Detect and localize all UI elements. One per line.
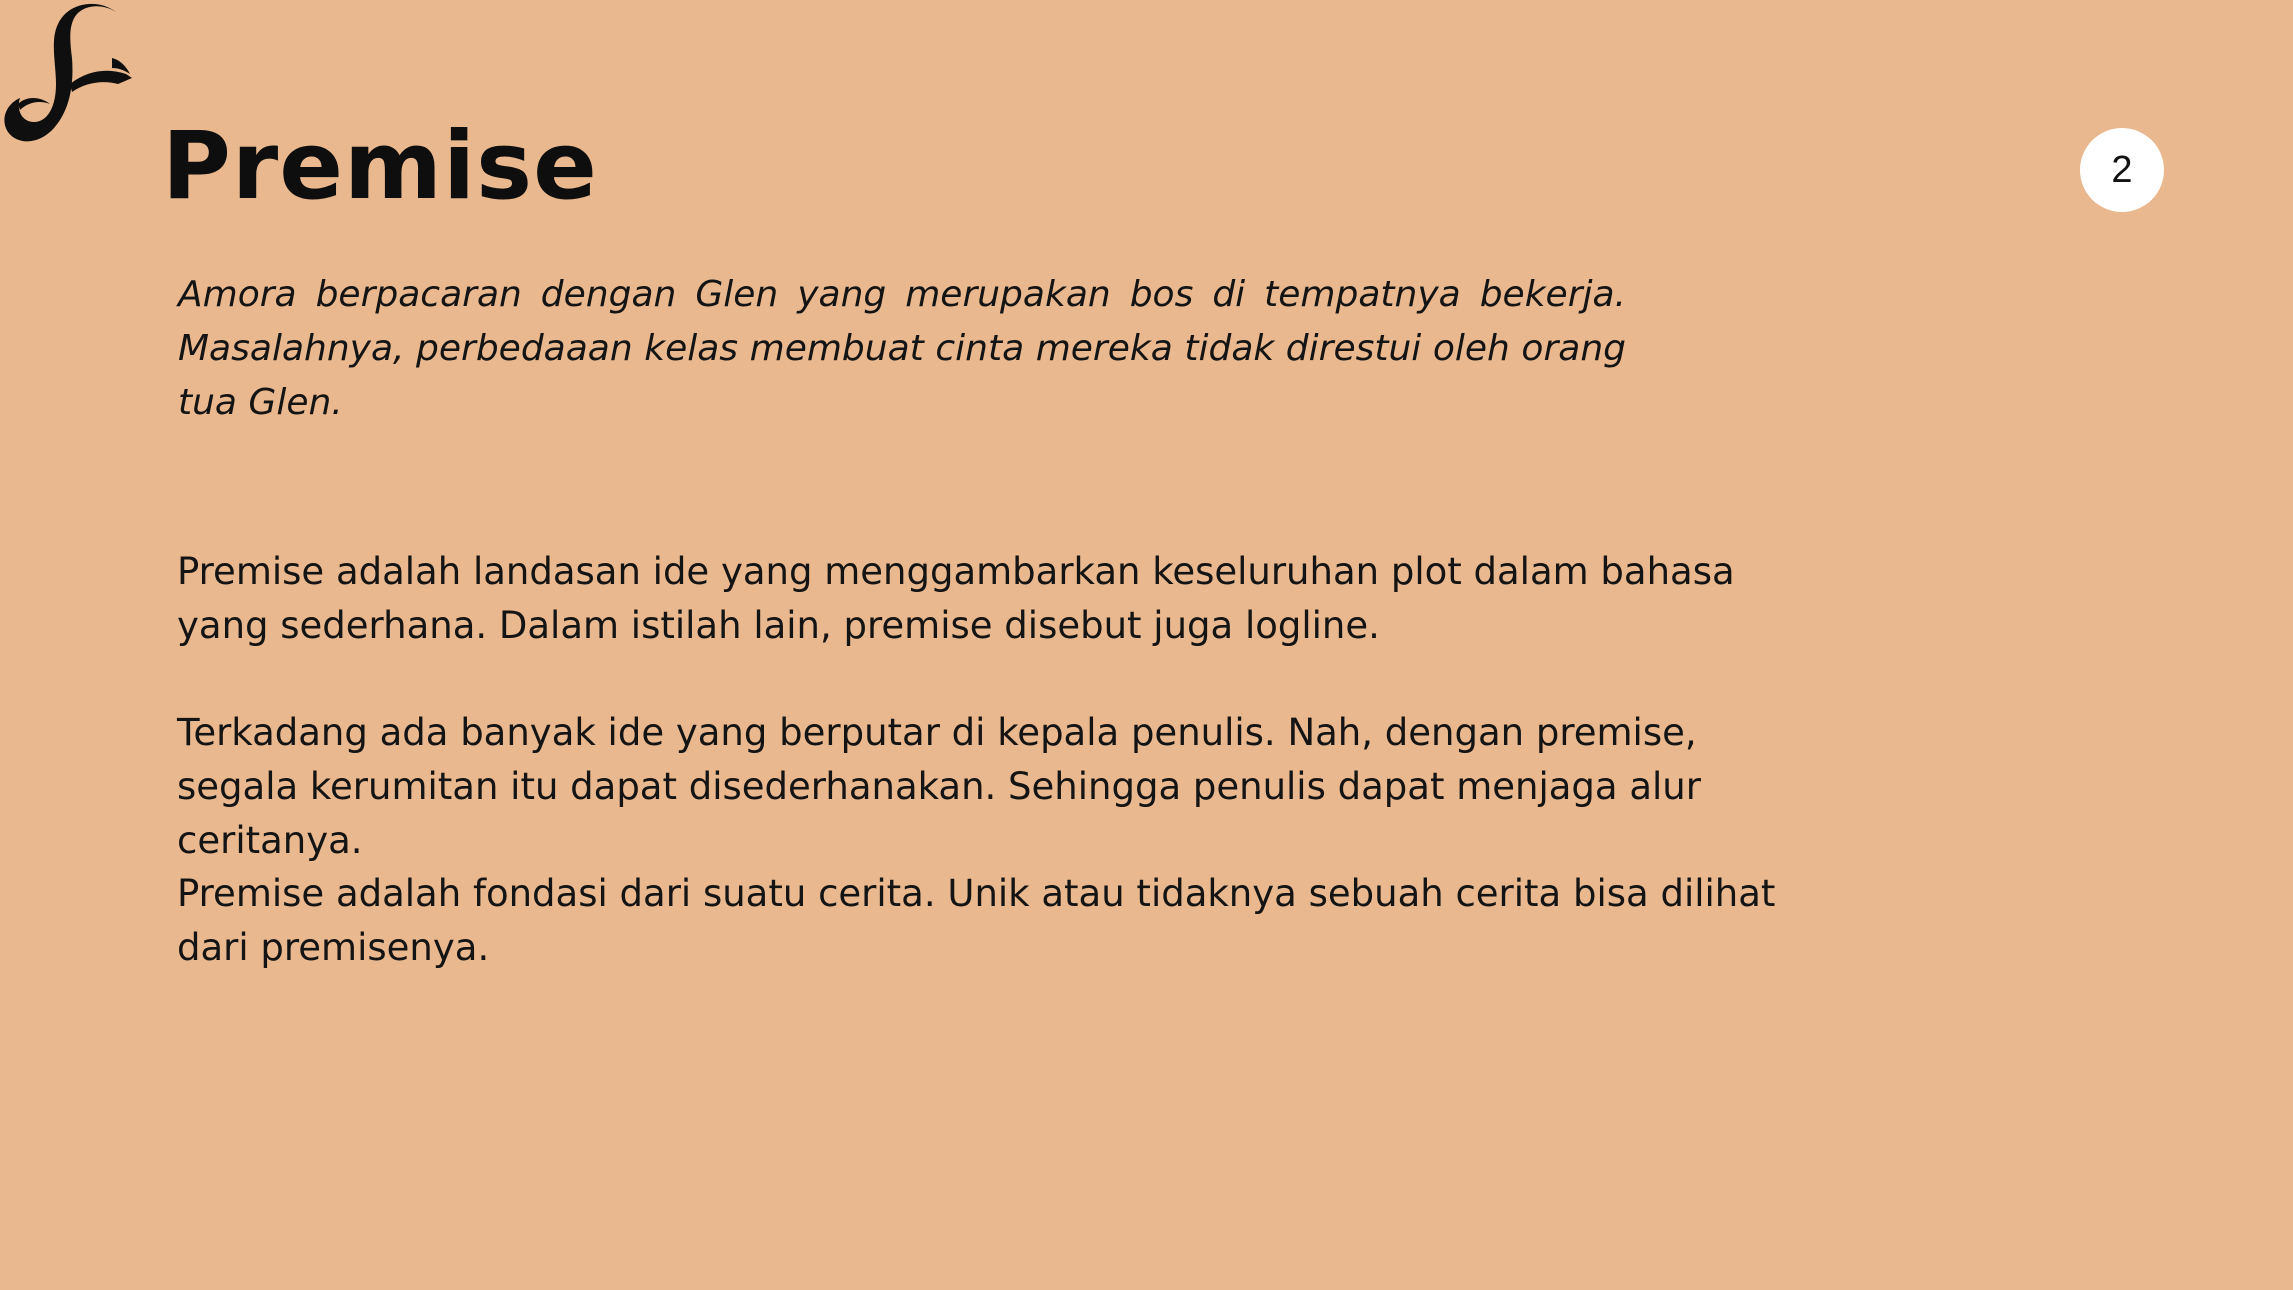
stylized-f-logo-icon (0, 0, 135, 150)
paragraph-simplification: Terkadang ada banyak ide yang berputar di kepala penulis. Nah, dengan premise, segala kerumitan itu dapat disederhanakan. Sehingga penulis dapat menjaga alur ceritanya. (177, 711, 1701, 862)
paragraph-definition: Premise adalah landasan ide yang menggambarkan keseluruhan plot dalam bahasa yang sederhana. Dalam istilah lain, premise disebut juga logline. (177, 550, 1735, 647)
page-number-badge: 2 (2080, 128, 2164, 212)
page-title: Premise (162, 112, 598, 221)
paragraph-foundation: Premise adalah fondasi dari suatu cerita. Unik atau tidaknya sebuah cerita bisa dilihat dari premisenya. (177, 872, 1776, 969)
premise-example-text: Amora berpacaran dengan Glen yang merupakan bos di tempatnya bekerja. Masalahnya, perbedaaan kelas membuat cinta mereka tidak direstui oleh orang tua Glen. (178, 274, 1626, 423)
